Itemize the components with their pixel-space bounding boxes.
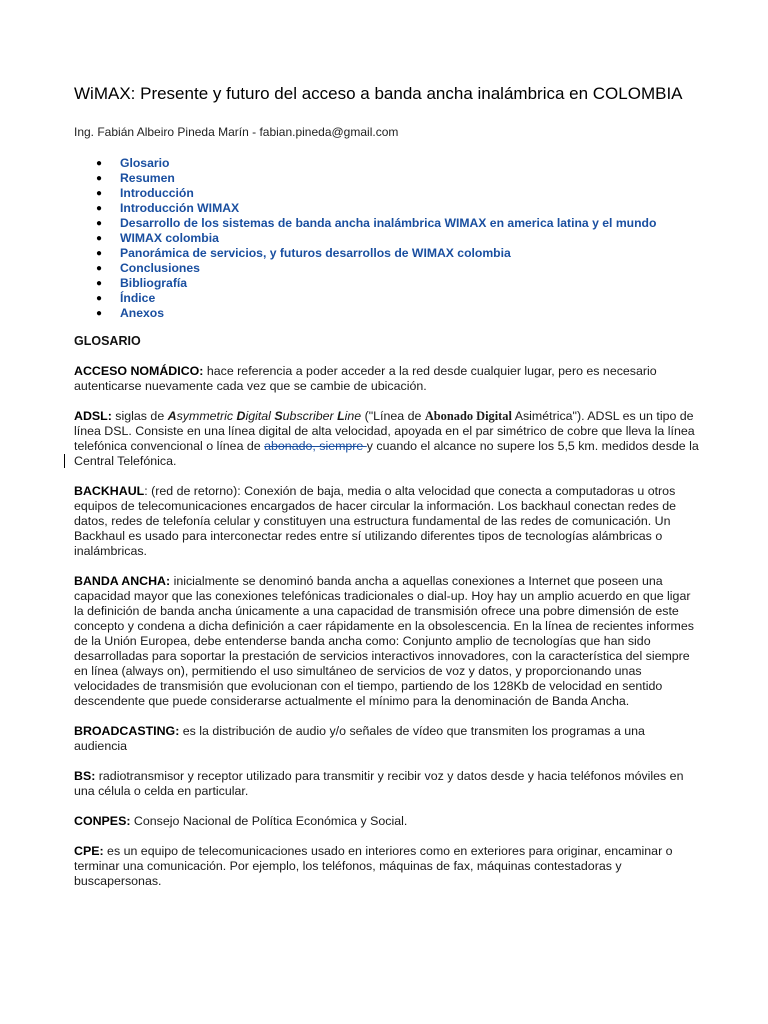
toc-link-introduccion[interactable]: Introducción xyxy=(120,186,194,200)
struck-through-text: abonado, siempre xyxy=(264,439,367,453)
toc-item xyxy=(74,171,700,186)
toc-link-panoramica[interactable]: Panorámica de servicios, y futuros desarrollos de WIMAX colombia xyxy=(120,246,511,260)
acronym-letter: D xyxy=(236,409,246,423)
abonado-digital-text: Abonado Digital xyxy=(424,409,512,423)
toc-item xyxy=(74,306,700,321)
glossary-term: BACKHAUL xyxy=(74,484,145,498)
glossary-term: BS: xyxy=(74,769,96,783)
document-title: WiMAX: Presente y futuro del acceso a banda ancha inalámbrica en COLOMBIA xyxy=(74,84,683,103)
text-cursor xyxy=(64,454,65,468)
acronym-word: ine xyxy=(344,409,362,423)
document-page xyxy=(74,84,700,901)
glossary-definition-part: y cuando el alcance no supere los 5,5 km. medidos desde la Central Telefónica. xyxy=(74,439,699,468)
glossary-term: ACCESO NOMÁDICO: xyxy=(74,364,204,378)
glossary-term: BANDA ANCHA: xyxy=(74,574,171,588)
glossary-definition: : (red de retorno): Conexión de baja, media o alta velocidad que conecta a computadoras u otros equipos de telecomunicaciones encargados de hacer circular la información. Los backhaul conectan redes de datos, redes de telefonía celular y constituyen una estructura fundamental de las redes de comunicación. Un Backhaul es usado para interconectar redes entre sí utilizando diferentes tipos de tecnologías alámbricas o inalámbricas. xyxy=(74,484,676,558)
glossary-term: CPE: xyxy=(74,844,104,858)
glossary-entry-cpe xyxy=(74,844,700,889)
toc-link-desarrollo[interactable]: Desarrollo de los sistemas de banda ancha inalámbrica WIMAX en america latina y el mundo xyxy=(120,216,657,230)
bullet-icon: ● xyxy=(96,308,103,319)
bullet-icon: ● xyxy=(96,188,103,199)
toc-item xyxy=(74,261,700,276)
toc-item xyxy=(74,246,700,261)
toc-link-resumen[interactable]: Resumen xyxy=(120,171,175,185)
acronym-word: ubscriber xyxy=(282,409,338,423)
glossary-entry-conpes xyxy=(74,814,700,829)
glossary-entry-backhaul xyxy=(74,484,700,559)
toc-item xyxy=(74,231,700,246)
glossary-definition: es la distribución de audio y/o señales de vídeo que transmiten los programas a una audiencia xyxy=(74,724,645,753)
acronym-letter: L xyxy=(337,409,345,423)
bullet-icon: ● xyxy=(96,203,103,214)
bullet-icon: ● xyxy=(96,218,103,229)
bullet-icon: ● xyxy=(96,173,103,184)
glossary-term: BROADCASTING: xyxy=(74,724,180,738)
acronym-word: igital xyxy=(245,409,275,423)
glossary-definition-part: siglas de xyxy=(111,409,168,423)
toc-link-glosario[interactable]: Glosario xyxy=(120,156,170,170)
glossary-definition: es un equipo de telecomunicaciones usado en interiores como en exteriores para originar, encaminar o terminar una comunicación. Por ejemplo, los teléfonos, máquinas de fax, máquinas contestadoras y buscapersonas. xyxy=(74,844,673,888)
toc-link-wimax-colombia[interactable]: WIMAX colombia xyxy=(120,231,219,245)
toc-link-anexos[interactable]: Anexos xyxy=(120,306,165,320)
toc-item xyxy=(74,276,700,291)
toc-link-indice[interactable]: Índice xyxy=(120,291,156,305)
bullet-icon: ● xyxy=(96,233,103,244)
glossary-definition-part: Asimétrica"). ADSL es un tipo de línea DSL. Consiste en una línea digital de alta velocidad, apoyada en el par simétrico de cobre que lleva la línea telefónica convencional o línea de xyxy=(74,409,695,453)
glossary-entry-banda-ancha xyxy=(74,574,700,709)
toc-link-bibliografia[interactable]: Bibliografía xyxy=(120,276,188,290)
toc-item xyxy=(74,216,700,231)
glossary-term: CONPES: xyxy=(74,814,131,828)
toc-item xyxy=(74,201,700,216)
toc-item xyxy=(74,156,700,171)
glossary-entry-bs xyxy=(74,769,700,799)
bullet-icon: ● xyxy=(96,278,103,289)
glossary-definition: Consejo Nacional de Política Económica y Social. xyxy=(130,814,408,828)
glossary-definition: radiotransmisor y receptor utilizado para transmitir y recibir voz y datos desde y hacia teléfonos móviles en una célula o celda en particular. xyxy=(74,769,684,798)
bullet-icon: ● xyxy=(96,263,103,274)
glossary-heading: GLOSARIO xyxy=(74,334,141,348)
glossary-term: ADSL: xyxy=(74,409,112,423)
glossary-entry-acceso-nomadico xyxy=(74,364,700,394)
toc-link-conclusiones[interactable]: Conclusiones xyxy=(120,261,200,275)
glossary-definition-part: ("Línea de xyxy=(361,409,425,423)
toc-item xyxy=(74,186,700,201)
table-of-contents xyxy=(74,156,700,321)
toc-item xyxy=(74,291,700,306)
acronym-letter: S xyxy=(274,409,283,423)
glossary-definition: hace referencia a poder acceder a la red desde cualquier lugar, pero es necesario autenticarse nuevamente cada vez que se cambie de ubicación. xyxy=(74,364,657,393)
acronym-letter: A xyxy=(167,409,177,423)
bullet-icon: ● xyxy=(96,293,103,304)
bullet-icon: ● xyxy=(96,248,103,259)
toc-link-introduccion-wimax[interactable]: Introducción WIMAX xyxy=(120,201,240,215)
acronym-word: symmetric xyxy=(176,409,237,423)
glossary-entry-broadcasting xyxy=(74,724,700,754)
glossary-definition: inicialmente se denominó banda ancha a aquellas conexiones a Internet que poseen una capacidad mayor que las conexiones telefónicas tradicionales o dial-up. Hoy hay un amplio acuerdo en que ligar la definición de banda ancha únicamente a una capacidad de transmisión ofrece una pobre dimensión de este concepto y condena a dicha definición a caer rápidamente en la obsolescencia. En la línea de recientes informes de la Unión Europea, debe entenderse banda ancha como: Conjunto amplio de tecnologías que han sido desarrolladas para soportar la prestación de servicios interactivos innovadores, con la característica del siempre en línea (always on), permitiendo el uso simultáneo de servicios de voz y datos, y proporcionando unas velocidades de transmisión que evolucionan con el tiempo, partiendo de los 128Kb de velocidad en sentido descendente que puede considerarse actualmente el mínimo para la denominación de Banda Ancha. xyxy=(74,574,694,708)
author-line: Ing. Fabián Albeiro Pineda Marín - fabian.pineda@gmail.com xyxy=(74,125,399,139)
glossary-entry-adsl xyxy=(74,409,700,469)
bullet-icon: ● xyxy=(96,158,103,169)
